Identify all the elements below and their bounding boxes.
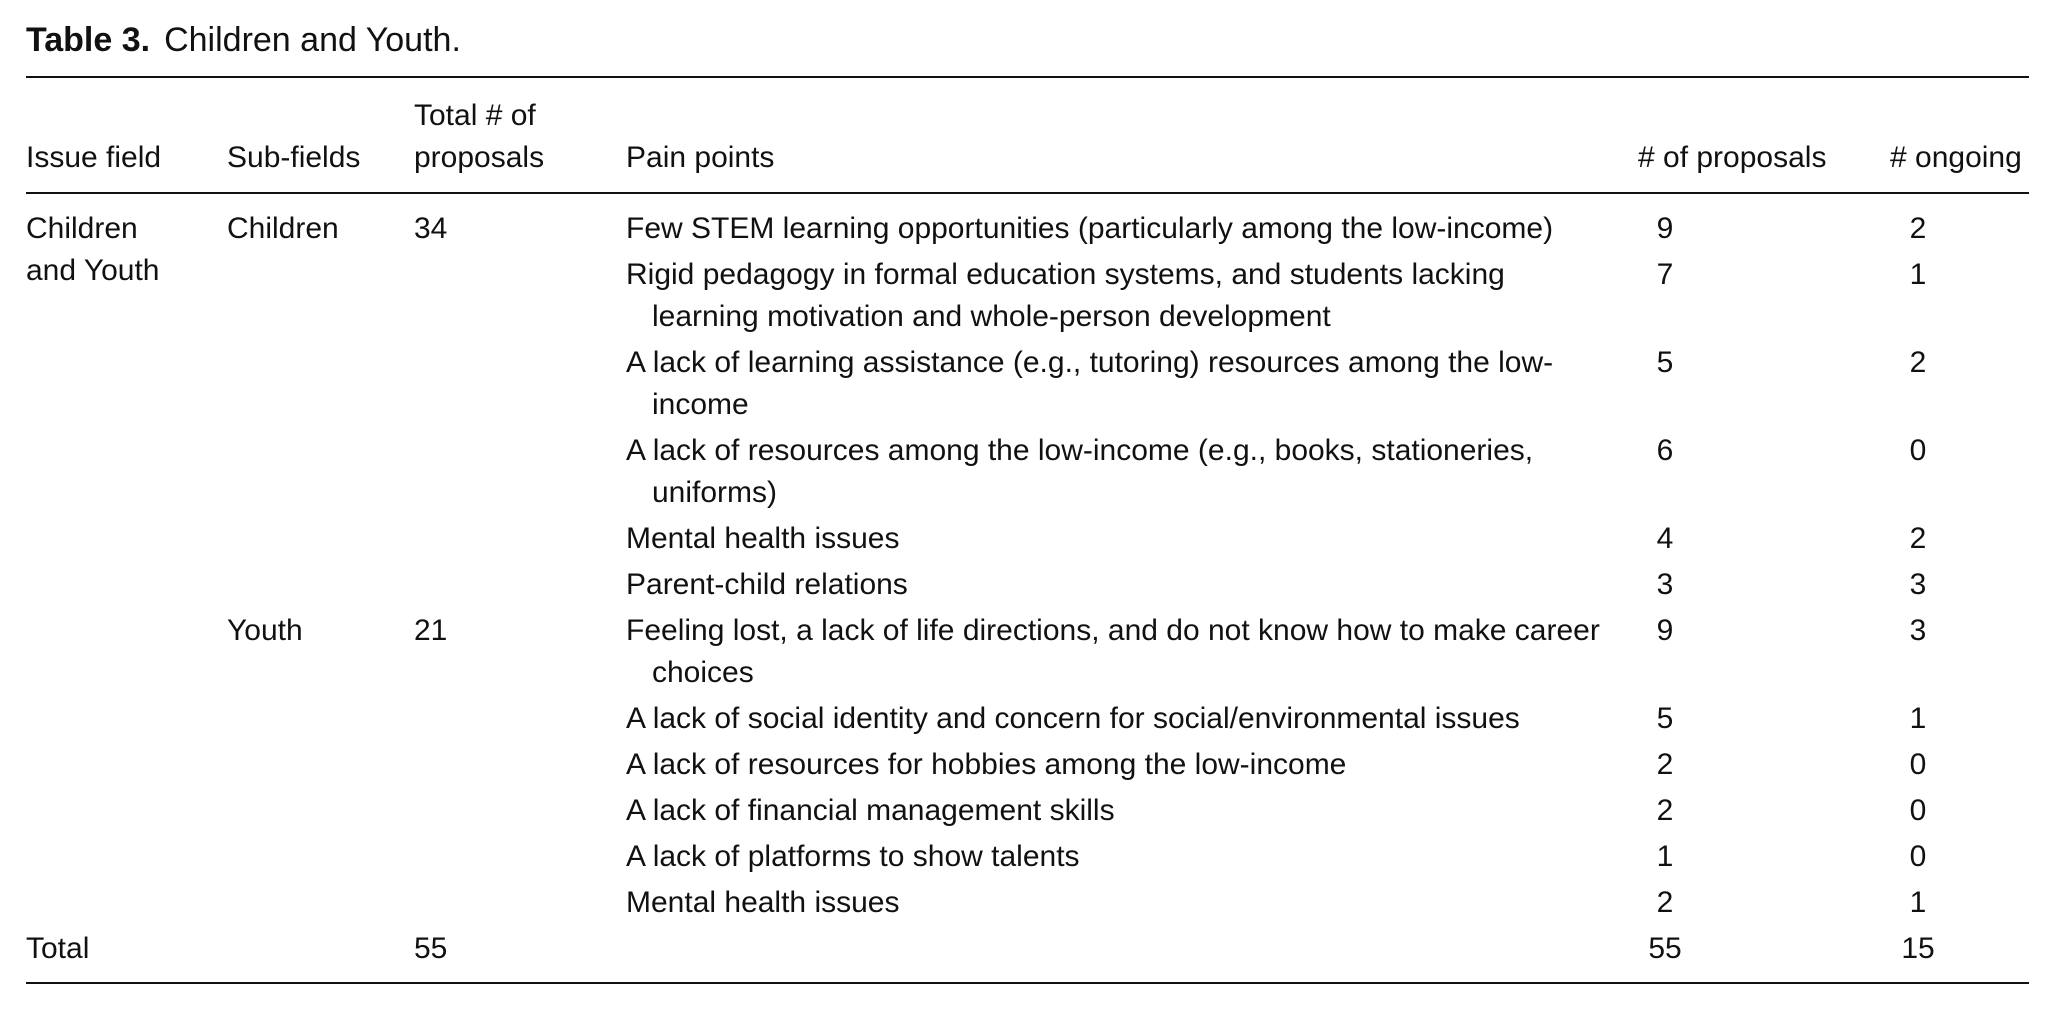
ongoing-count: 1 (1909, 258, 1927, 291)
sub-field-children: Children (227, 212, 339, 245)
total-num-ongoing: 15 (1901, 932, 1935, 965)
total-youth: 21 (414, 614, 448, 647)
issue-field-line1: Children (26, 212, 138, 245)
ongoing-count: 2 (1909, 522, 1927, 555)
pain-point-text: Mental health issues (626, 522, 900, 555)
pain-point-text: Rigid pedagogy in formal education systems, and students lacking learning motivation and whole-person development (626, 258, 1505, 333)
table-title: Children and Youth. (164, 21, 461, 59)
ongoing-count: 2 (1909, 212, 1927, 245)
total-num-proposals: 55 (1648, 932, 1682, 965)
pain-point-text: A lack of social identity and concern for social/environmental issues (626, 702, 1520, 735)
issue-field-cell (26, 208, 160, 292)
proposals-count: 1 (1656, 840, 1674, 873)
ongoing-count: 2 (1909, 346, 1927, 379)
ongoing-count: 0 (1909, 840, 1927, 873)
header-num-ongoing: # ongoing (1890, 141, 2022, 174)
pain-point-text: Parent-child relations (626, 568, 908, 601)
ongoing-count: 3 (1909, 614, 1927, 647)
proposals-count: 9 (1656, 614, 1674, 647)
proposals-count: 3 (1656, 568, 1674, 601)
sub-field-youth: Youth (227, 614, 303, 647)
proposals-count: 5 (1656, 702, 1674, 735)
pain-point-text: Mental health issues (626, 886, 900, 919)
table-label: Table 3. (26, 21, 151, 59)
header-total-proposals-line2: proposals (414, 141, 545, 174)
proposals-count: 4 (1656, 522, 1674, 555)
proposals-count: 9 (1656, 212, 1674, 245)
pain-point-text: A lack of resources among the low-income (e.g., books, stationeries, uniforms) (626, 434, 1534, 509)
ongoing-count: 1 (1909, 886, 1927, 919)
header-num-proposals: # of proposals (1638, 141, 1827, 174)
proposals-count: 5 (1656, 346, 1674, 379)
pain-point-text: A lack of resources for hobbies among the low-income (626, 748, 1347, 781)
header-sub-fields: Sub-fields (227, 141, 361, 174)
pain-point-text: A lack of platforms to show talents (626, 840, 1080, 873)
proposals-count: 6 (1656, 434, 1674, 467)
proposals-count: 2 (1656, 794, 1674, 827)
ongoing-count: 0 (1909, 748, 1927, 781)
proposals-count: 2 (1656, 886, 1674, 919)
total-proposals-sum: 55 (414, 932, 448, 965)
pain-point-text: A lack of learning assistance (e.g., tutoring) resources among the low-income (626, 346, 1554, 421)
proposals-count: 2 (1656, 748, 1674, 781)
pain-point-text: A lack of financial management skills (626, 794, 1115, 827)
ongoing-count: 0 (1909, 794, 1927, 827)
table-caption (26, 18, 461, 62)
issue-field-line2: and Youth (26, 254, 160, 287)
pain-point-text: Feeling lost, a lack of life directions, and do not know how to make career choices (626, 614, 1600, 689)
header-pain-points: Pain points (626, 141, 775, 174)
bottom-rule (26, 982, 2029, 984)
header-total-proposals (414, 95, 544, 179)
header-issue-field: Issue field (26, 141, 162, 174)
total-label: Total (26, 932, 90, 965)
ongoing-count: 3 (1909, 568, 1927, 601)
proposals-count: 7 (1656, 258, 1674, 291)
top-rule (26, 76, 2029, 78)
pain-point-text: Few STEM learning opportunities (particularly among the low-income) (626, 212, 1554, 245)
header-total-proposals-line1: Total # of (414, 99, 536, 132)
ongoing-count: 1 (1909, 702, 1927, 735)
ongoing-count: 0 (1909, 434, 1927, 467)
header-rule (26, 192, 2029, 194)
total-children: 34 (414, 212, 448, 245)
